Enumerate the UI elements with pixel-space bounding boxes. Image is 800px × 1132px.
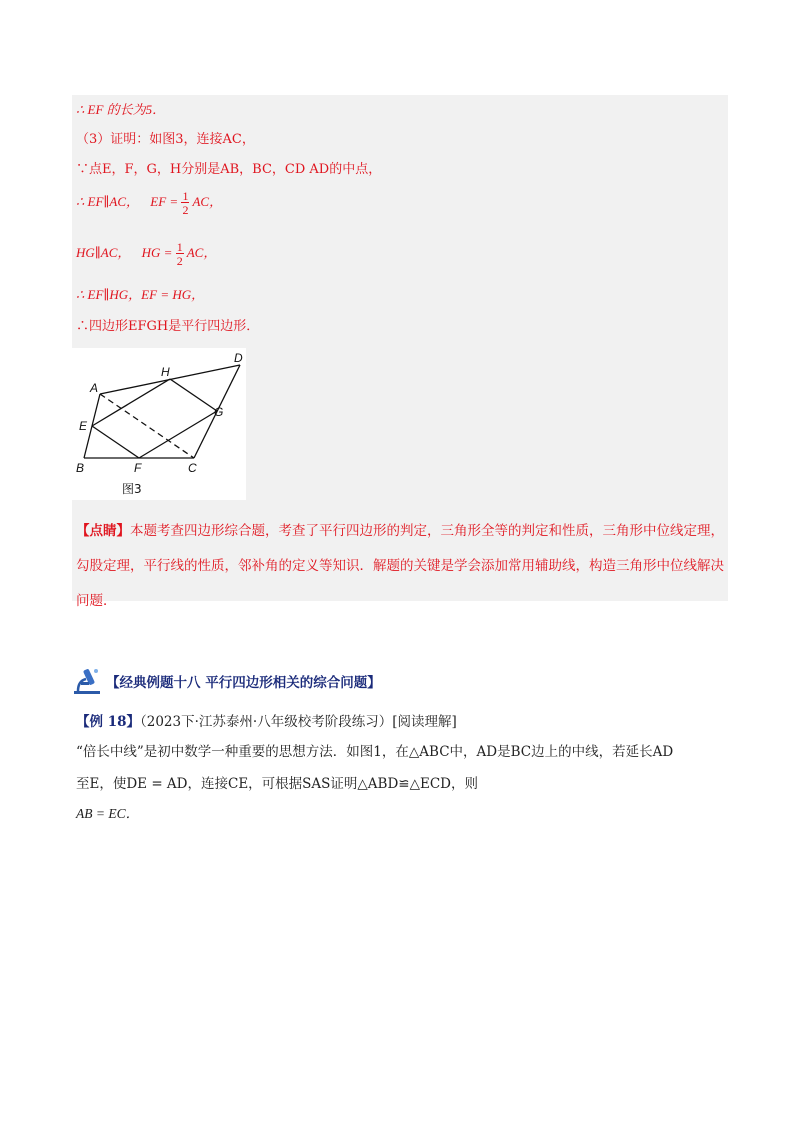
equation-lhs: HG = — [141, 244, 173, 260]
microscope-icon — [72, 667, 102, 695]
fraction-numerator: 1 — [182, 189, 189, 203]
equation-lhs: EF = — [150, 193, 179, 209]
note-text: 本题考查四边形综合题，考查了平行四边形的判定，三角形全等的判定和性质，三角形中位线定理，勾股定理，平行线的性质，邻补角的定义等知识．解题的关键是学会添加常用辅助线，构造三角形中位线解决问题． — [76, 523, 724, 609]
note-tag: 【点睛】 — [76, 523, 130, 539]
fraction-one-half — [176, 241, 184, 267]
equation-rhs: AC， — [186, 244, 217, 260]
fraction-denominator: 2 — [176, 254, 183, 268]
example-line-1: “倍长中线”是初中数学一种重要的思想方法．如图1，在△ABC中，AD是BC边上的中线，若延长AD — [76, 744, 674, 760]
segment-EF — [92, 426, 139, 458]
solution-line-5 — [76, 241, 216, 267]
solution-line-2: （3）证明：如图3，连接AC， — [76, 132, 255, 147]
solution-line-3: ∵点E，F，G，H分别是AB，BC，CD AD的中点， — [76, 162, 382, 177]
parallel-statement: HG∥AC， — [76, 244, 131, 260]
label-G: G — [214, 405, 224, 419]
label-A: A — [90, 381, 99, 395]
example-header — [76, 710, 736, 730]
figure-caption: 图3 — [122, 482, 142, 496]
geometry-figure-3 — [72, 348, 246, 500]
label-C: C — [188, 461, 197, 475]
equation-rhs: AC， — [192, 193, 223, 209]
segment-HE — [92, 379, 170, 426]
section-heading — [72, 666, 381, 696]
parallel-statement: ∴ EF∥AC， — [76, 193, 140, 209]
label-H: H — [161, 365, 170, 379]
segment-GH — [170, 379, 217, 411]
example-line-3: AB = EC． — [76, 806, 140, 821]
label-E: E — [79, 419, 88, 433]
label-F: F — [134, 461, 142, 475]
key-point-note — [76, 514, 724, 619]
label-B: B — [76, 461, 85, 475]
section-title-text: 【经典例题十八 平行四边形相关的综合问题】 — [106, 675, 381, 691]
solution-line-7: ∴四边形EFGH是平行四边形． — [76, 319, 260, 334]
segment-AC-dashed — [100, 394, 194, 458]
fraction-denominator: 2 — [182, 203, 189, 217]
label-D: D — [234, 351, 243, 365]
parallelogram-diagram — [72, 348, 246, 500]
fraction-numerator: 1 — [176, 240, 183, 254]
example-line-2: 至E，使DE = AD，连接CE，可根据SAS证明△ABD≌△ECD，则 — [76, 776, 479, 792]
example-tag: 【例 18】 — [76, 714, 140, 730]
solution-line-4 — [76, 190, 222, 216]
solution-line-6: ∴ EF∥HG，EF = HG， — [76, 287, 205, 302]
example-source: （2023下·江苏泰州·八年级校考阶段练习）[阅读理解] — [140, 714, 457, 730]
solution-line-1: ∴ EF 的长为5． — [76, 102, 166, 117]
fraction-one-half — [181, 190, 189, 216]
